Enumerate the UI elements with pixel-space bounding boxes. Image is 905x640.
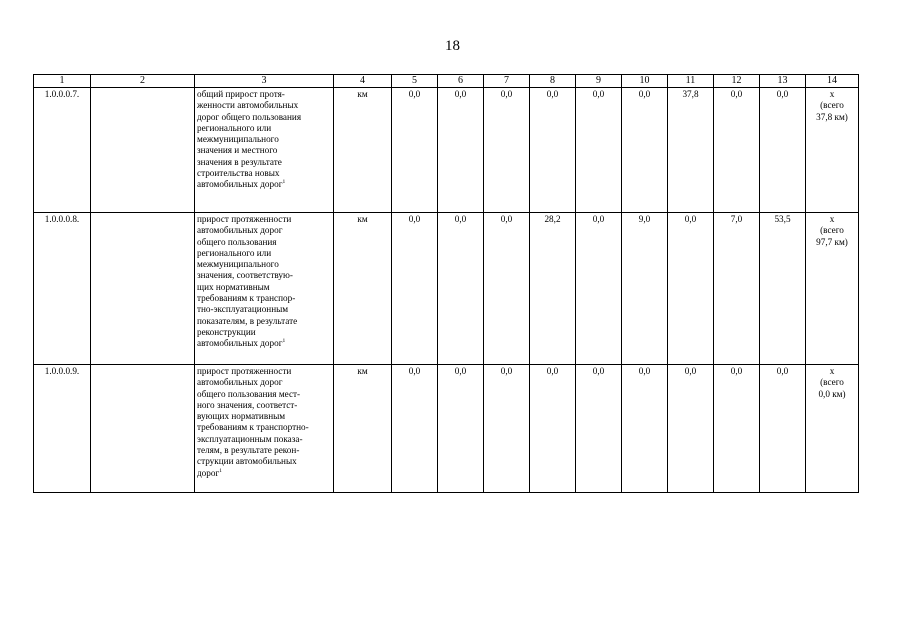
row-value: 0,0	[438, 213, 484, 365]
table-row	[34, 365, 859, 493]
row-value: 0,0	[484, 365, 530, 493]
description-text: прирост протяженности автомобильных дорог общего пользования регионального или межмуниципального значения, соответствую- щих нормативным требованиям к транспор- тно-эксплуатационным показателям, в результате реконструкции автомобильных дорог	[197, 214, 298, 349]
row-value: 7,0	[714, 213, 760, 365]
row-value: 0,0	[760, 365, 806, 493]
row-value: 9,0	[622, 213, 668, 365]
row-value: 0,0	[622, 88, 668, 213]
row-value: 0,0	[576, 88, 622, 213]
header-cell: 4	[334, 75, 392, 88]
row-value: 0,0	[576, 213, 622, 365]
row-value: 0,0	[530, 88, 576, 213]
description-text: общий прирост протя- женности автомобильных дорог общего пользования регионального или межмуниципального значения и местного значения в результате строительства новых автомобильных дорог	[197, 89, 302, 190]
header-cell: 6	[438, 75, 484, 88]
row-code: 1.0.0.0.8.	[34, 213, 91, 365]
row-unit: км	[334, 88, 392, 213]
header-cell: 7	[484, 75, 530, 88]
header-cell: 14	[806, 75, 859, 88]
row-value: 0,0	[714, 365, 760, 493]
table-row	[34, 88, 859, 213]
page-number: 18	[445, 38, 460, 54]
row-value: 0,0	[668, 365, 714, 493]
row-value: 0,0	[760, 88, 806, 213]
row-col2	[91, 213, 195, 365]
row-value: 0,0	[668, 213, 714, 365]
row-value: 0,0	[438, 88, 484, 213]
header-cell: 3	[195, 75, 334, 88]
data-table	[33, 74, 859, 493]
row-value: 0,0	[576, 365, 622, 493]
row-value: 37,8	[668, 88, 714, 213]
header-cell: 13	[760, 75, 806, 88]
row-code: 1.0.0.0.7.	[34, 88, 91, 213]
row-value: 0,0	[484, 213, 530, 365]
header-row	[34, 75, 859, 88]
row-code: 1.0.0.0.9.	[34, 365, 91, 493]
header-cell: 11	[668, 75, 714, 88]
row-col2	[91, 88, 195, 213]
row-total: х (всего 0,0 км)	[806, 365, 859, 493]
header-cell: 1	[34, 75, 91, 88]
row-value: 0,0	[714, 88, 760, 213]
header-cell: 12	[714, 75, 760, 88]
row-value: 0,0	[392, 365, 438, 493]
row-value: 28,2	[530, 213, 576, 365]
row-value: 0,0	[392, 88, 438, 213]
footnote-mark: 1	[282, 338, 286, 345]
row-description	[195, 213, 334, 365]
row-unit: км	[334, 213, 392, 365]
table-row	[34, 213, 859, 365]
row-value: 53,5	[760, 213, 806, 365]
row-total: х (всего 37,8 км)	[806, 88, 859, 213]
row-description	[195, 365, 334, 493]
row-unit: км	[334, 365, 392, 493]
row-description	[195, 88, 334, 213]
header-cell: 5	[392, 75, 438, 88]
header-cell: 8	[530, 75, 576, 88]
row-value: 0,0	[530, 365, 576, 493]
description-text: прирост протяженности автомобильных дорог общего пользования мест- ного значения, соответст- вующих нормативным требованиям к транспортно- эксплуатационным показа- телям, в результате рекон- струкции автомобильных дорог	[197, 366, 309, 478]
header-cell: 10	[622, 75, 668, 88]
header-cell: 9	[576, 75, 622, 88]
footnote-mark: 1	[219, 467, 222, 474]
footnote-mark: 1	[282, 179, 286, 186]
row-value: 0,0	[622, 365, 668, 493]
row-value: 0,0	[392, 213, 438, 365]
row-total: х (всего 97,7 км)	[806, 213, 859, 365]
row-value: 0,0	[484, 88, 530, 213]
row-value: 0,0	[438, 365, 484, 493]
header-cell: 2	[91, 75, 195, 88]
row-col2	[91, 365, 195, 493]
